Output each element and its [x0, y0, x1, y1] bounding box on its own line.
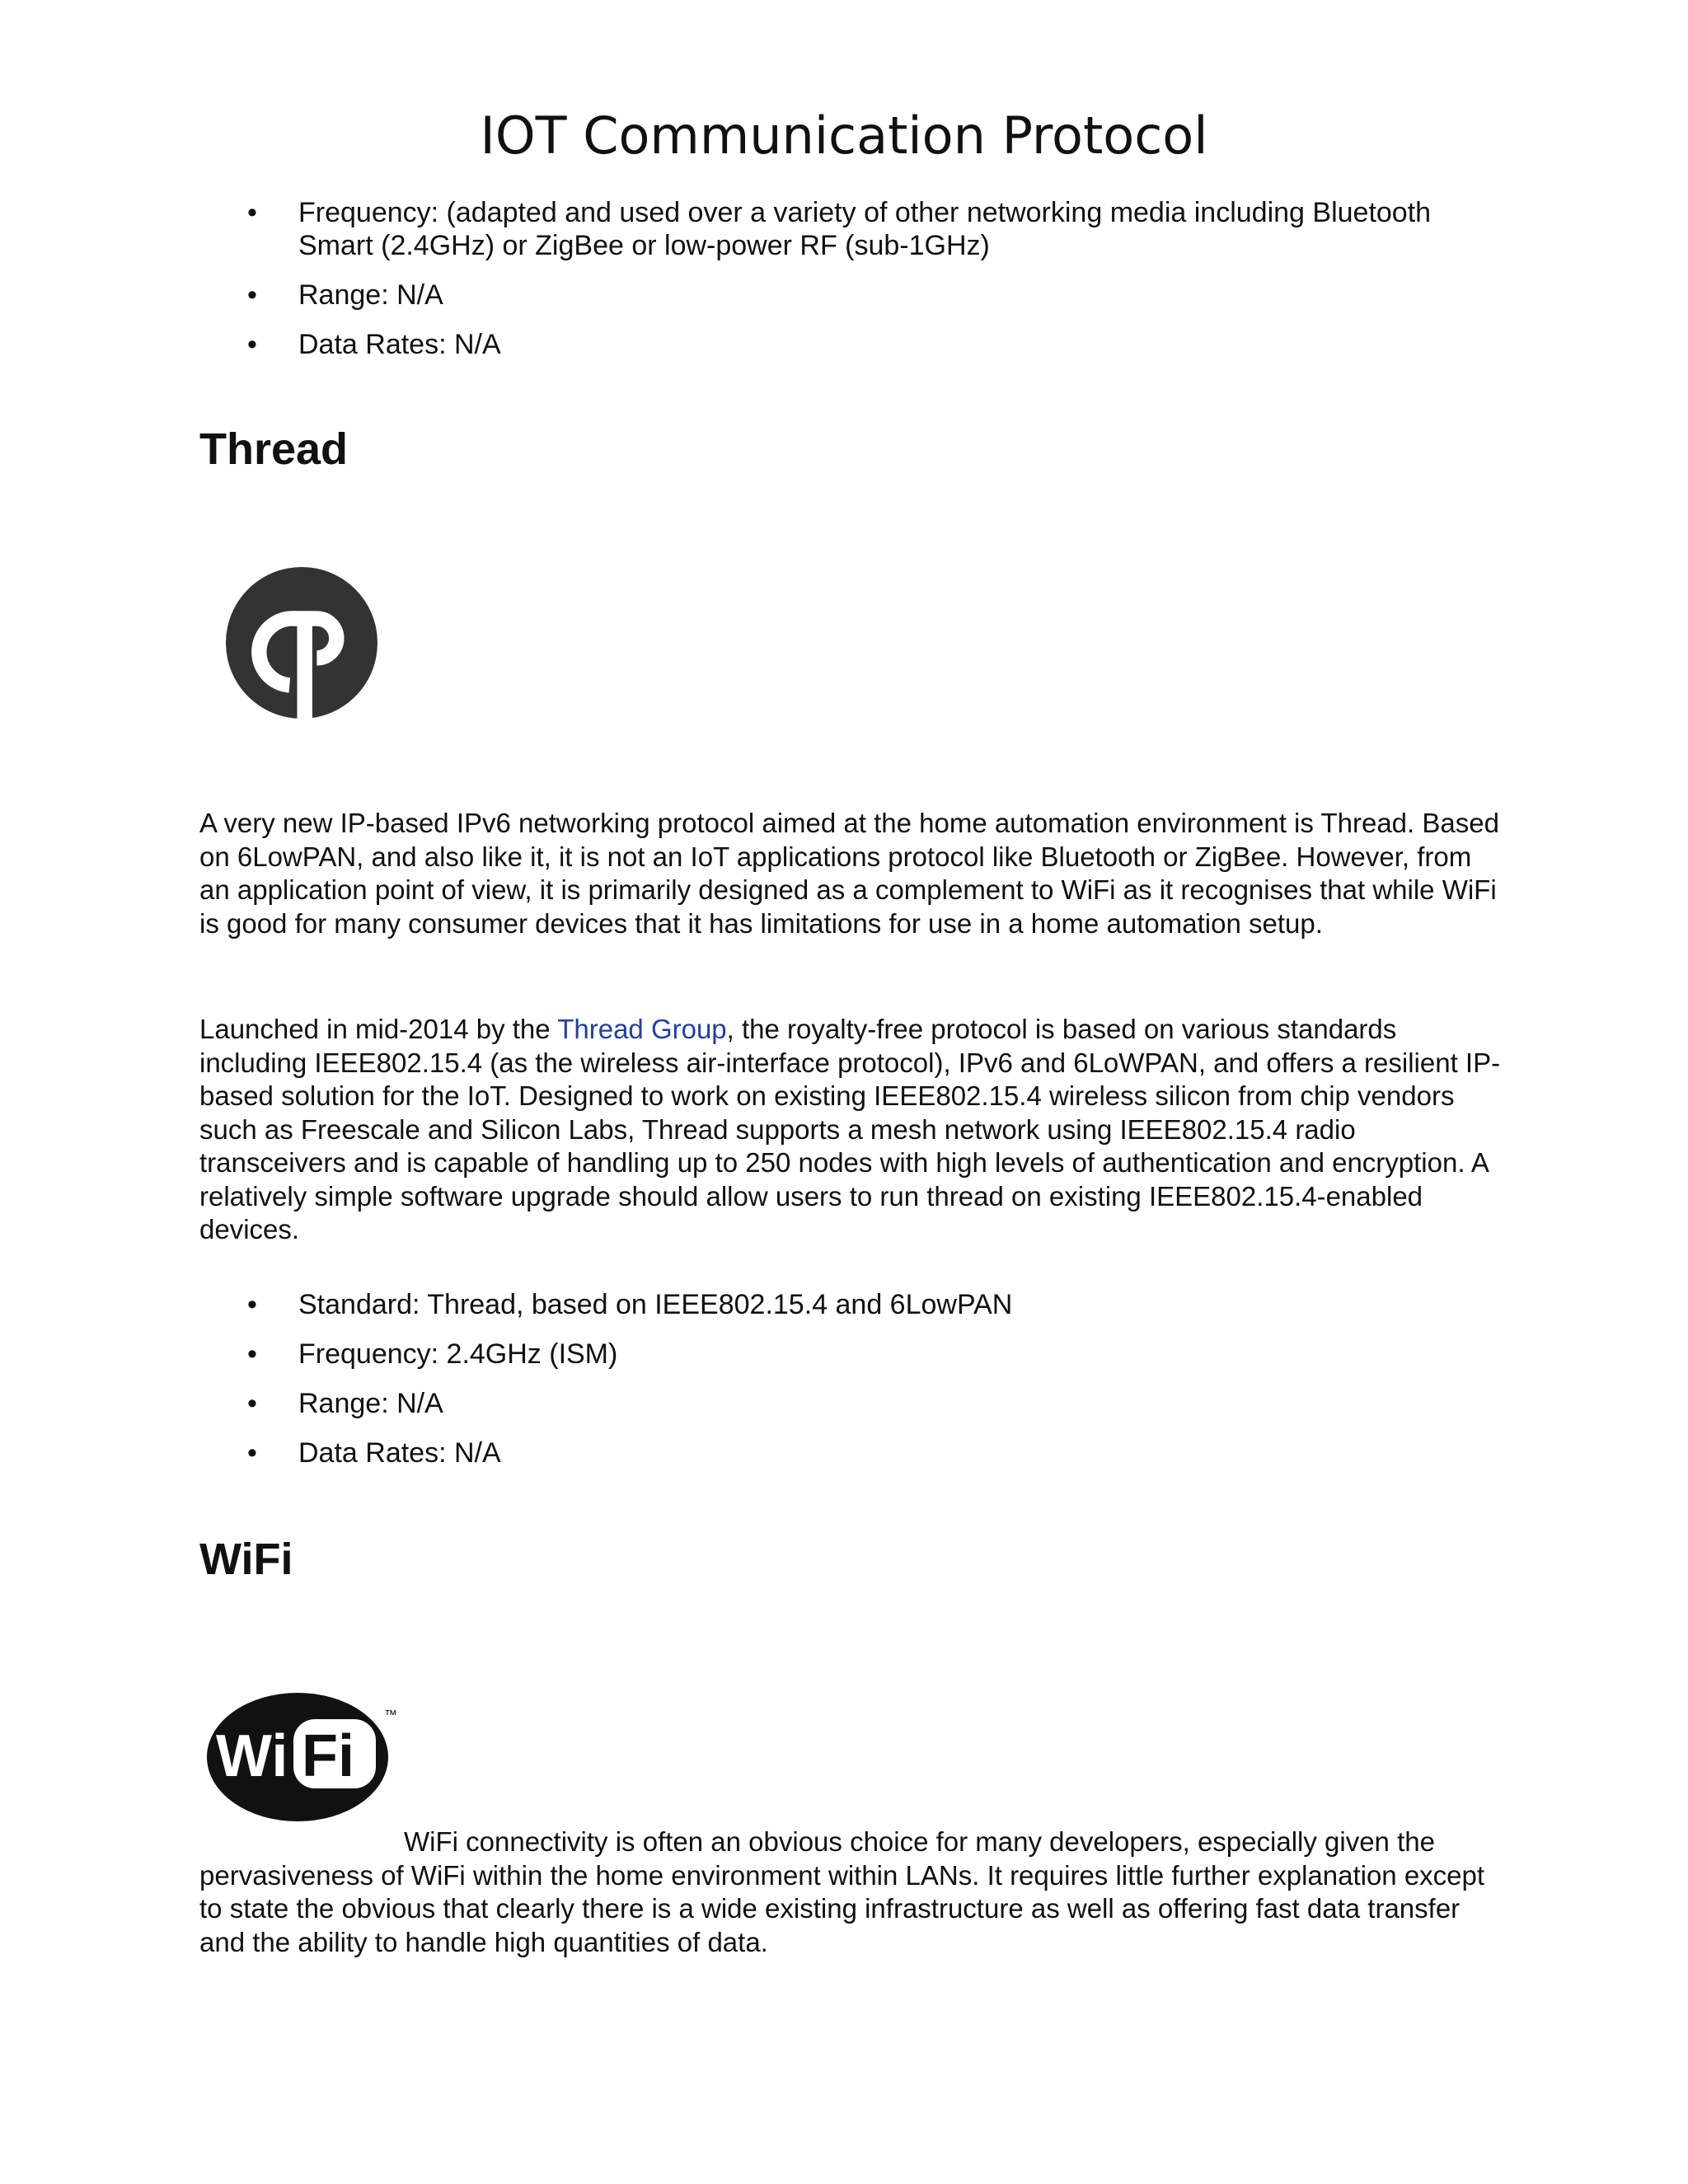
list-item: • Frequency: (adapted and used over a variety of other networking media including Bluetooth Smart (2.4GHz) or ZigBee or low-power RF (sub-1GHz): [0, 196, 1688, 262]
page-title: IOT Communication Protocol: [480, 105, 1208, 166]
thread-group-link[interactable]: Thread Group: [557, 1014, 727, 1044]
list-item: • Standard: Thread, based on IEEE802.15.4 and 6LowPAN: [0, 1288, 1688, 1321]
wifi-logo-fi: Fi: [302, 1723, 354, 1789]
top-bullet-list: [0, 196, 1688, 377]
thread-paragraph-2: [199, 1013, 1502, 1247]
section-heading-thread: Thread: [199, 424, 349, 474]
thread-logo-icon: [226, 567, 377, 719]
wifi-logo-wi: Wi: [216, 1723, 288, 1789]
list-item: • Data Rates: N/A: [0, 328, 1688, 361]
wifi-paragraph-1-text: WiFi connectivity is often an obvious choice for many developers, especially given the pervasiveness of WiFi within the home environment within LANs. It requires little further explanation except to state the obvious that clearly there is a wide existing infrastructure as well as offering fast data transfer and the ability to handle high quantities of data.: [199, 1826, 1485, 1957]
wifi-paragraph-1: [199, 1825, 1502, 1959]
wifi-logo-tm: ™: [384, 1708, 397, 1722]
list-item: • Data Rates: N/A: [0, 1436, 1688, 1469]
wifi-logo-icon: [204, 1690, 407, 1826]
list-item: • Range: N/A: [0, 279, 1688, 312]
thread-paragraph-1: A very new IP-based IPv6 networking protocol aimed at the home automation environment is Thread. Based on 6LowPAN, and also like it, it is not an IoT applications protocol like Bluetooth or ZigBee. However, from an application point of view, it is primarily designed as a complement to WiFi as it recognises that while WiFi is good for many consumer devices that it has limitations for use in a home automation setup.: [199, 808, 1499, 939]
thread-bullet-list: [0, 1288, 1688, 1486]
list-item: • Range: N/A: [0, 1387, 1688, 1420]
section-heading-wifi: WiFi: [199, 1535, 293, 1584]
list-item: • Frequency: 2.4GHz (ISM): [0, 1338, 1688, 1371]
thread-paragraph-2-end: , the royalty-free protocol is based on various standards including IEEE802.15.4 (as the wireless air-interface protocol), IPv6 and 6LoWPAN, and offers a resilient IP-based solution for the IoT. Designed to work on existing IEEE802.15.4 wireless silicon from chip vendors such as Freescale and Silicon Labs, Thread supports a mesh network using IEEE802.15.4 radio transceivers and is capable of handling up to 250 nodes with high levels of authentication and encryption. A relatively simple software upgrade should allow users to run thread on existing IEEE802.15.4-enabled devices.: [199, 1014, 1501, 1244]
thread-paragraph-2-start: Launched in mid-2014 by the: [199, 1014, 558, 1044]
